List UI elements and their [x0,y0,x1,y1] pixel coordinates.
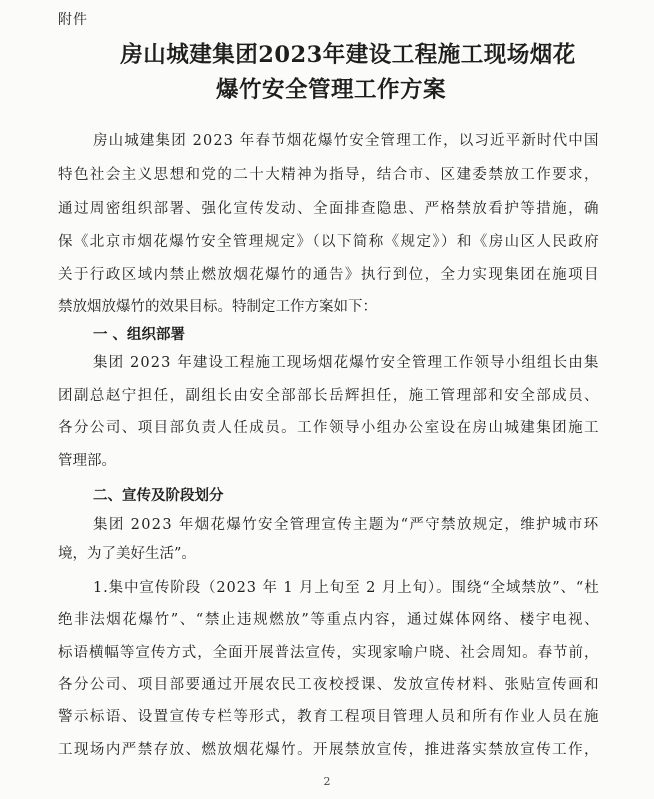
section-heading: 一 、组织部署 [93,326,186,343]
body-line: 各分公司、项目部要通过开展农民工夜校授课、发放宣传材料、张贴宣传画和 [58,677,600,693]
body-line: 特色社会主义思想和党的二十大精神为指导，结合市、区建委禁放工作要求， [58,167,600,183]
body-line: 1.集中宣传阶段（2023 年 1 月上旬至 2 月上旬）。围绕“全域禁放”、“杜 [93,580,600,596]
body-line: 禁放烟放爆竹的效果目标。特制定工作方案如下： [58,299,377,315]
section-heading: 二、宣传及阶段划分 [93,487,224,504]
body-line: 各分公司、项目部负责人任成员。工作领导小组办公室设在房山城建集团施工 [58,420,600,436]
attachment-label: 附件 [58,12,88,28]
body-line: 集团 2023 年建设工程施工现场烟花爆竹安全管理工作领导小组组长由集 [93,355,600,371]
body-line: 绝非法烟花爆竹”、“禁止违规燃放”等重点内容，通过媒体网络、楼宇电视、 [58,612,601,628]
body-line: 境，为了美好生活”。 [58,546,196,562]
body-line: 保《北京市烟花爆竹安全管理规定》（以下简称《规定》）和《房山区人民政府 [58,234,600,250]
body-line: 房山城建集团 2023 年春节烟花爆竹安全管理工作，以习近平新时代中国 [93,133,600,149]
body-line: 标语横幅等宣传方式，全面开展普法宣传，实现家喻户晓、社会周知。春节前， [58,645,600,661]
body-line: 团副总赵宁担任，副组长由安全部部长岳辉担任，施工管理部和安全部成员、 [58,388,600,404]
page-number: 2 [323,775,331,788]
document-title-line-1: 房山城建集团2023年建设工程施工现场烟花 [120,42,576,68]
document-title-line-2: 爆竹安全管理工作方案 [215,77,446,103]
body-line: 通过周密组织部署、强化宣传发动、全面排查隐患、严格禁放看护等措施，确 [58,201,600,217]
body-line: 集团 2023 年烟花爆竹安全管理宣传主题为“严守禁放规定，维护城市环 [93,517,600,533]
body-line: 管理部。 [58,453,116,469]
body-line: 关于行政区域内禁止燃放烟花爆竹的通告》执行到位，全力实现集团在施项目 [58,267,600,283]
body-line: 工现场内严禁存放、燃放烟花爆竹。开展禁放宣传，推进落实禁放宣传工作， [58,742,600,758]
body-line: 警示标语、设置宣传专栏等形式，教育工程项目管理人员和所有作业人员在施 [58,709,600,725]
